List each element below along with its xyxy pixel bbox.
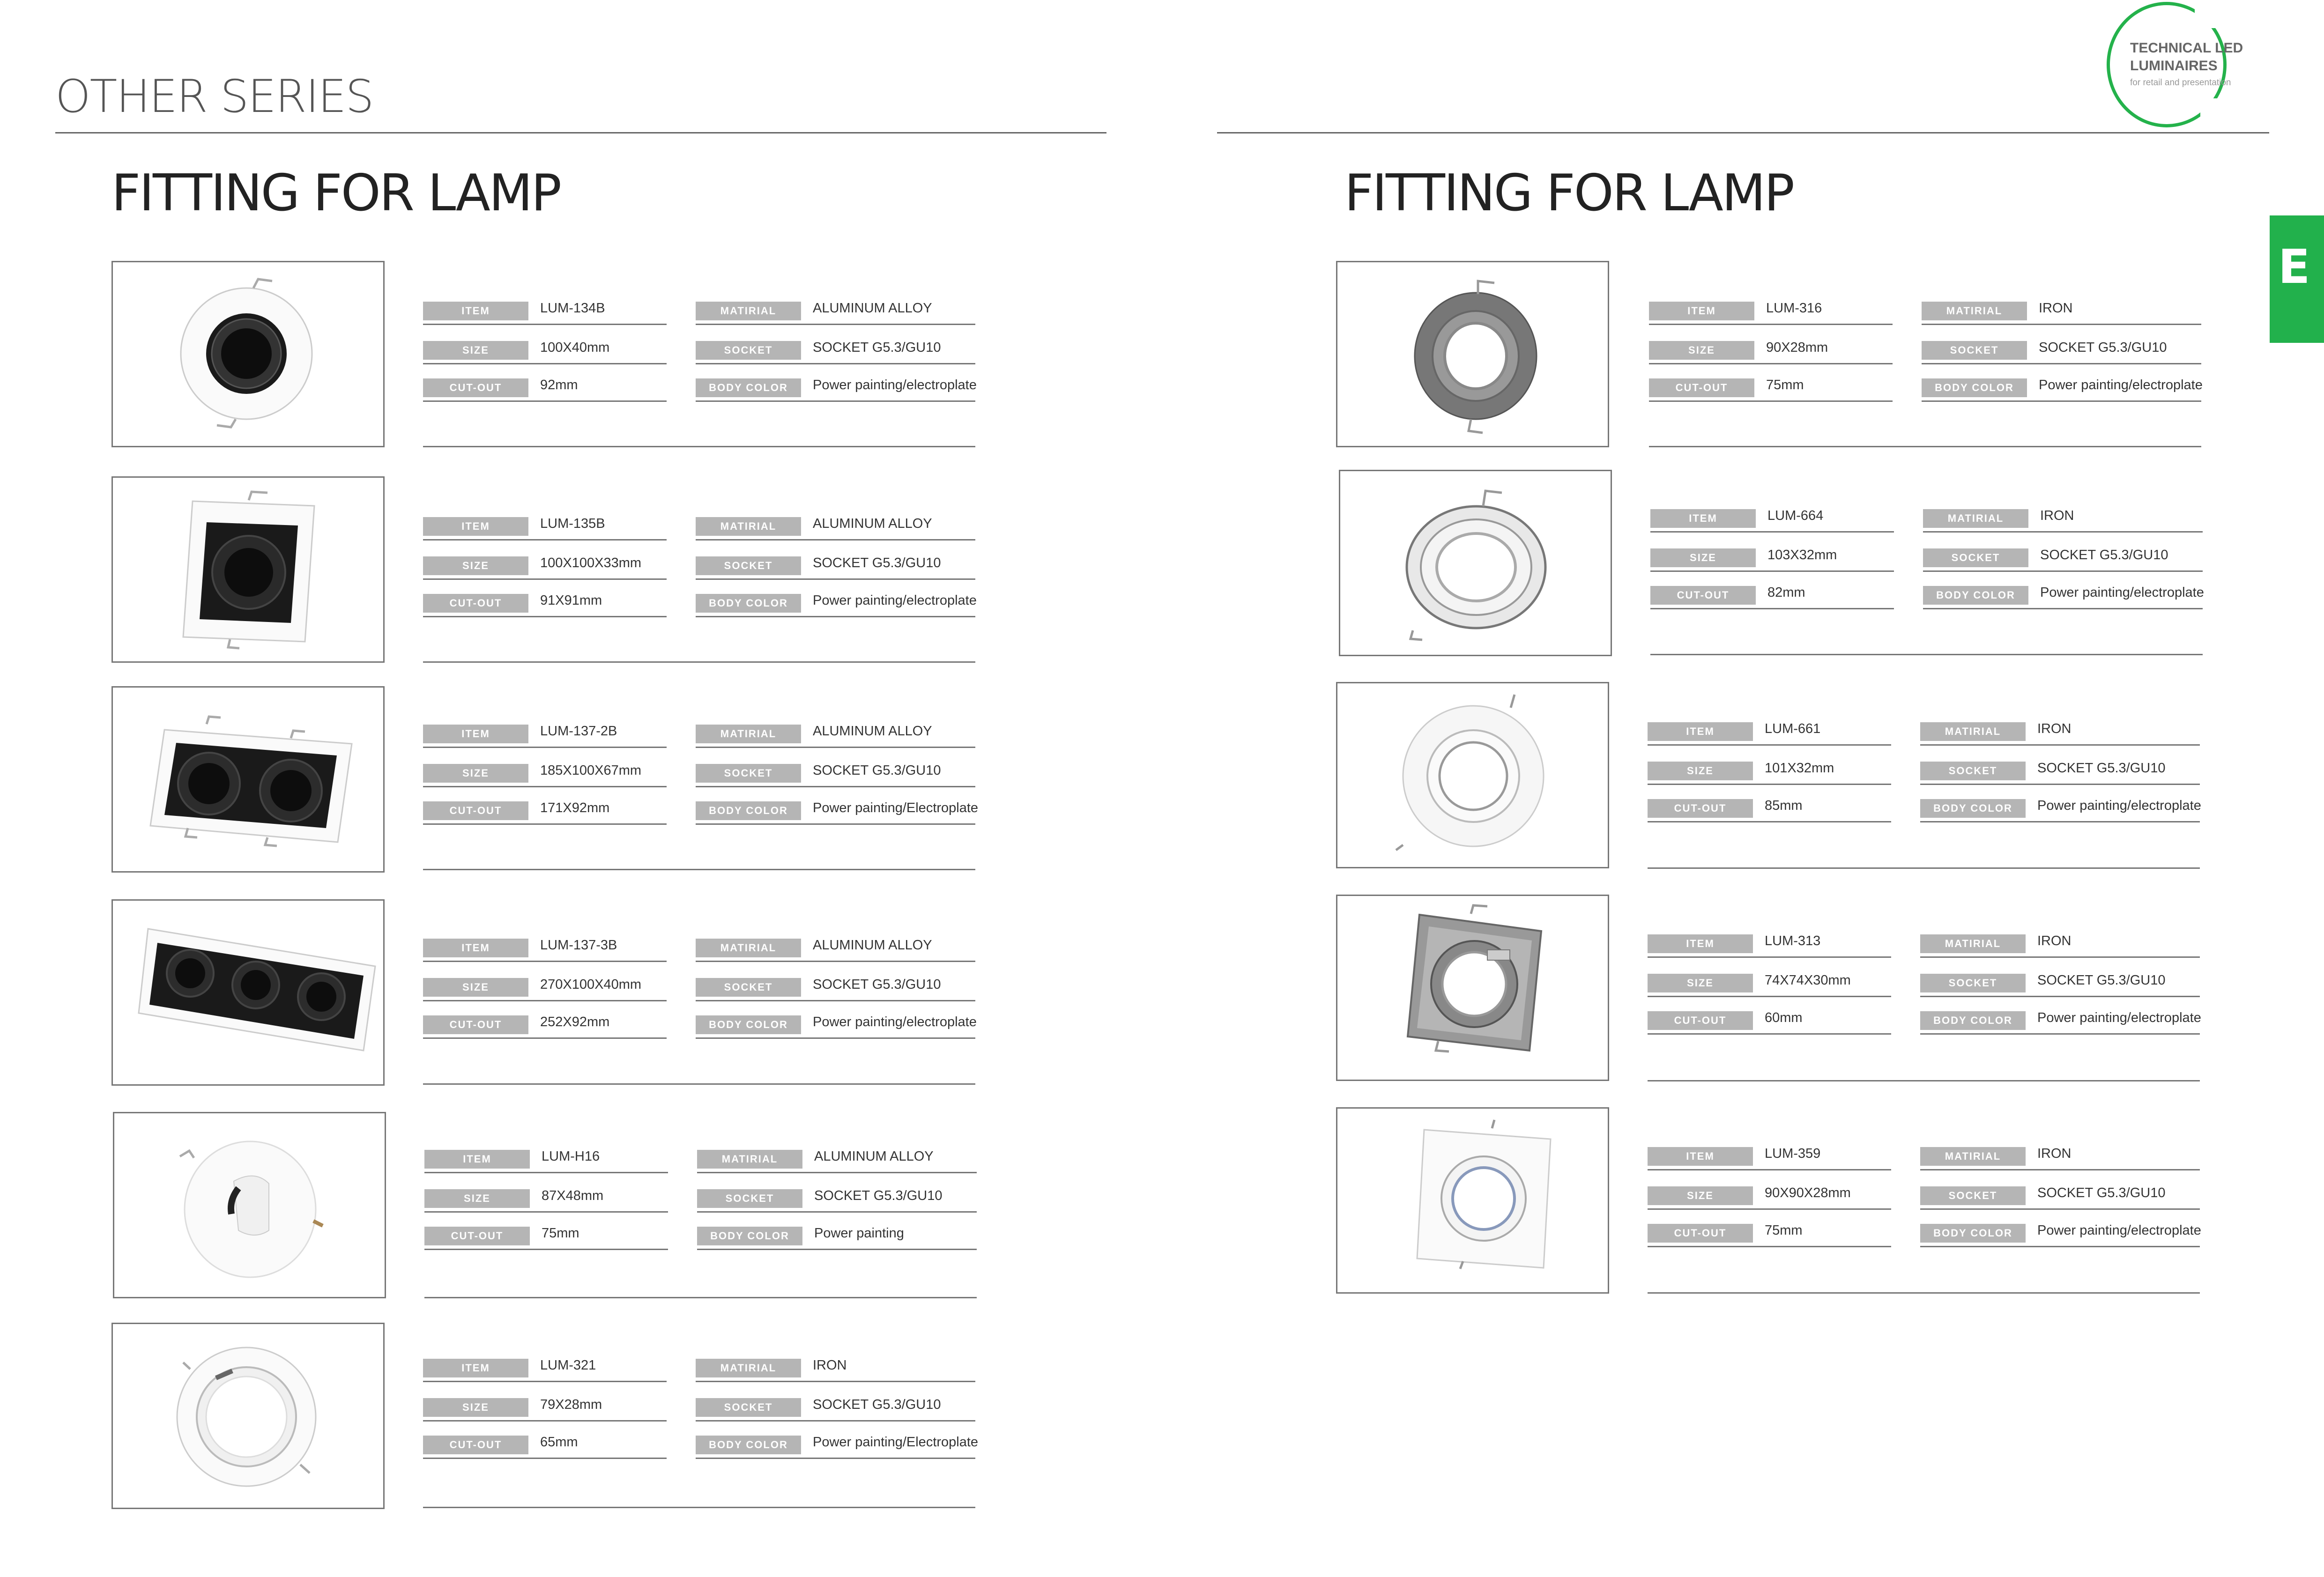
spec-value-socket: SOCKET G5.3/GU10 <box>813 763 941 778</box>
header-rule-right <box>1217 132 2269 133</box>
spec-row <box>1920 706 2200 746</box>
technical-led-badge <box>2107 0 2243 131</box>
square-fitting-white-icon <box>1337 1109 1608 1292</box>
series-title: OTHER SERIES <box>55 70 373 123</box>
round-fitting-chrome-icon <box>1340 471 1611 655</box>
spec-row <box>1923 493 2203 533</box>
spec-value-material: IRON <box>2037 721 2072 736</box>
header-rule-left <box>55 132 1106 133</box>
spec-row <box>423 1343 667 1382</box>
spec-row <box>696 540 975 580</box>
spec-value-body-color: Power painting/electroplate <box>2037 1010 2201 1025</box>
spec-label-item: ITEM <box>424 1150 530 1169</box>
spec-value-material: ALUMINUM ALLOY <box>813 938 932 953</box>
spec-value-socket: SOCKET G5.3/GU10 <box>814 1188 943 1203</box>
spec-value-socket: SOCKET G5.3/GU10 <box>813 1397 941 1412</box>
spec-value-socket: SOCKET G5.3/GU10 <box>2039 340 2167 355</box>
spec-row <box>1922 325 2201 364</box>
spec-value-item: LUM-137-3B <box>540 938 617 953</box>
spec-row <box>1650 533 1894 572</box>
spec-label-item: ITEM <box>1649 302 1754 320</box>
spec-value-material: IRON <box>2040 508 2074 523</box>
spec-label-cutout: CUT-OUT <box>1649 378 1754 397</box>
spec-label-size: SIZE <box>424 1189 530 1208</box>
spec-row <box>696 785 979 825</box>
spec-label-item: ITEM <box>1648 722 1753 741</box>
spec-row <box>697 1173 977 1213</box>
spec-row <box>696 748 975 787</box>
spec-value-material: ALUMINUM ALLOY <box>813 301 932 316</box>
spec-label-material: MATIRIAL <box>696 725 801 743</box>
spec-row <box>696 363 975 402</box>
spec-label-material: MATIRIAL <box>696 302 801 320</box>
product-photo-lum-134b <box>111 261 385 447</box>
spec-value-cutout: 171X92mm <box>540 800 610 815</box>
spec-label-size: SIZE <box>423 556 528 575</box>
spec-row <box>1920 995 2200 1035</box>
spec-value-cutout: 65mm <box>540 1435 578 1450</box>
spec-label-cutout: CUT-OUT <box>1650 586 1756 605</box>
spec-row <box>696 709 975 748</box>
triple-fitting-black-icon <box>113 901 383 1084</box>
spec-value-body-color: Power painting/electroplate <box>2037 798 2201 813</box>
spec-row <box>423 1420 667 1459</box>
spec-row <box>696 1343 975 1382</box>
square-fitting-satin-icon <box>1337 896 1608 1080</box>
round-fitting-white-icon <box>114 1113 385 1297</box>
spec-row <box>1922 286 2201 325</box>
spec-value-item: LUM-H16 <box>542 1149 600 1164</box>
spec-value-cutout: 60mm <box>1765 1010 1803 1025</box>
spec-value-item: LUM-313 <box>1765 933 1821 948</box>
spec-label-material: MATIRIAL <box>696 517 801 536</box>
spec-value-size: 185X100X67mm <box>540 763 642 778</box>
spec-value-body-color: Power painting/electroplate <box>2037 1223 2201 1238</box>
spec-value-cutout: 92mm <box>540 378 578 392</box>
left-section-title: FITTING FOR LAMP <box>111 164 561 222</box>
spec-value-cutout: 82mm <box>1767 585 1805 600</box>
spec-row <box>1649 286 1893 325</box>
spec-row <box>423 501 667 540</box>
spec-label-item: ITEM <box>423 939 528 957</box>
spec-row <box>696 1000 975 1039</box>
spec-row <box>696 286 975 325</box>
spec-label-body-color: BODY COLOR <box>1920 1224 2026 1243</box>
spec-label-material: MATIRIAL <box>1920 934 2026 953</box>
spec-label-material: MATIRIAL <box>1923 509 2028 528</box>
product-divider <box>1649 446 2201 447</box>
spec-row <box>1920 783 2200 822</box>
spec-row <box>423 540 667 580</box>
spec-value-material: ALUMINUM ALLOY <box>814 1149 934 1164</box>
spec-row <box>423 748 667 787</box>
spec-label-cutout: CUT-OUT <box>423 1015 528 1034</box>
product-photo-lum-661 <box>1336 682 1609 868</box>
spec-label-body-color: BODY COLOR <box>696 801 801 820</box>
spec-value-socket: SOCKET G5.3/GU10 <box>2037 1185 2166 1200</box>
spec-label-size: SIZE <box>423 764 528 783</box>
spec-value-item: LUM-359 <box>1765 1146 1821 1161</box>
spec-row <box>696 578 975 617</box>
spec-row <box>1648 783 1891 822</box>
spec-value-body-color: Power painting/electroplate <box>2040 585 2204 600</box>
spec-label-size: SIZE <box>1648 1186 1753 1205</box>
spec-value-item: LUM-316 <box>1766 301 1822 316</box>
product-divider <box>423 1507 975 1508</box>
spec-row <box>423 1000 667 1039</box>
spec-value-material: ALUMINUM ALLOY <box>813 724 932 739</box>
spec-row <box>1922 363 2201 402</box>
spec-value-socket: SOCKET G5.3/GU10 <box>813 555 941 570</box>
spec-label-size: SIZE <box>1649 341 1754 360</box>
spec-label-body-color: BODY COLOR <box>1920 1011 2026 1030</box>
double-fitting-black-icon <box>113 688 383 871</box>
spec-label-body-color: BODY COLOR <box>1923 586 2028 605</box>
product-divider <box>1648 1292 2200 1294</box>
square-fitting-black-icon <box>113 478 383 661</box>
spec-label-item: ITEM <box>1648 1147 1753 1166</box>
spec-row <box>423 962 667 1001</box>
spec-row <box>424 1211 668 1250</box>
spec-row <box>1648 1208 1891 1247</box>
product-photo-lum-321 <box>111 1323 385 1509</box>
spec-value-material: IRON <box>2037 1146 2072 1161</box>
spec-label-size: SIZE <box>423 1398 528 1417</box>
spec-value-cutout: 75mm <box>1765 1223 1803 1238</box>
round-fitting-white-iron-icon <box>1337 683 1608 867</box>
spec-row <box>424 1134 668 1173</box>
spec-row <box>423 785 667 825</box>
spec-label-cutout: CUT-OUT <box>1648 1011 1753 1030</box>
spec-value-body-color: Power painting/electroplate <box>2039 378 2203 392</box>
spec-value-body-color: Power painting/Electroplate <box>813 1435 979 1450</box>
spec-value-size: 90X28mm <box>1766 340 1828 355</box>
spec-value-item: LUM-321 <box>540 1358 596 1373</box>
spec-value-item: LUM-134B <box>540 301 605 316</box>
spec-label-material: MATIRIAL <box>1922 302 2027 320</box>
product-photo-lum-316 <box>1336 261 1609 447</box>
spec-row <box>696 501 975 540</box>
spec-value-body-color: Power painting/electroplate <box>813 593 977 608</box>
spec-label-body-color: BODY COLOR <box>697 1227 802 1245</box>
spec-row <box>1923 570 2203 609</box>
spec-label-size: SIZE <box>1648 974 1753 992</box>
spec-value-cutout: 85mm <box>1765 798 1803 813</box>
spec-row <box>423 578 667 617</box>
product-photo-lum-h16 <box>113 1112 386 1298</box>
spec-label-material: MATIRIAL <box>697 1150 802 1169</box>
product-divider <box>424 1297 977 1298</box>
product-photo-lum-313 <box>1336 895 1609 1081</box>
product-divider <box>423 661 975 663</box>
spec-label-body-color: BODY COLOR <box>696 1436 801 1454</box>
spec-row <box>423 709 667 748</box>
spec-label-socket: SOCKET <box>696 556 801 575</box>
spec-row <box>696 325 975 364</box>
product-divider <box>423 1083 975 1085</box>
spec-row <box>1923 533 2203 572</box>
round-fitting-black-icon <box>113 262 383 446</box>
spec-row <box>1648 1131 1891 1170</box>
product-photo-lum-359 <box>1336 1107 1609 1294</box>
spec-value-item: LUM-664 <box>1767 508 1824 523</box>
section-tab-letter: E <box>2278 239 2310 294</box>
spec-value-body-color: Power painting/electroplate <box>813 378 977 392</box>
product-photo-lum-137-2b <box>111 686 385 873</box>
spec-value-socket: SOCKET G5.3/GU10 <box>2040 548 2168 563</box>
spec-row <box>423 923 667 962</box>
spec-row <box>696 1382 975 1422</box>
spec-row <box>696 962 975 1001</box>
spec-label-socket: SOCKET <box>696 978 801 997</box>
spec-row <box>1650 493 1894 533</box>
spec-label-cutout: CUT-OUT <box>1648 1224 1753 1243</box>
product-divider <box>1648 867 2200 869</box>
spec-row <box>1649 325 1893 364</box>
spec-row <box>423 286 667 325</box>
spec-row <box>1648 746 1891 785</box>
badge-line1: TECHNICAL LED <box>2130 40 2243 56</box>
spec-row <box>423 1382 667 1422</box>
product-divider <box>1648 1080 2200 1081</box>
spec-value-cutout: 75mm <box>542 1226 579 1241</box>
spec-label-body-color: BODY COLOR <box>696 1015 801 1034</box>
spec-label-socket: SOCKET <box>696 341 801 360</box>
spec-label-socket: SOCKET <box>1920 974 2026 992</box>
spec-value-size: 100X100X33mm <box>540 555 642 570</box>
spec-row <box>423 363 667 402</box>
spec-value-body-color: Power painting <box>814 1226 904 1241</box>
section-tab-e[interactable] <box>2270 215 2324 343</box>
spec-value-size: 101X32mm <box>1765 761 1834 776</box>
product-divider <box>1650 654 2203 655</box>
spec-label-size: SIZE <box>1648 762 1753 780</box>
product-photo-lum-135b <box>111 476 385 663</box>
spec-value-body-color: Power painting/Electroplate <box>813 800 979 815</box>
spec-value-cutout: 91X91mm <box>540 593 602 608</box>
spec-label-socket: SOCKET <box>1923 548 2028 567</box>
spec-value-socket: SOCKET G5.3/GU10 <box>813 977 941 992</box>
spec-value-socket: SOCKET G5.3/GU10 <box>2037 761 2166 776</box>
spec-label-socket: SOCKET <box>696 1398 801 1417</box>
spec-row <box>1648 706 1891 746</box>
spec-value-cutout: 252X92mm <box>540 1014 610 1029</box>
spec-row <box>1648 918 1891 958</box>
spec-label-item: ITEM <box>1648 934 1753 953</box>
spec-value-size: 79X28mm <box>540 1397 602 1412</box>
spec-value-socket: SOCKET G5.3/GU10 <box>2037 973 2166 988</box>
spec-label-item: ITEM <box>423 302 528 320</box>
spec-value-material: IRON <box>2037 933 2072 948</box>
spec-value-material: IRON <box>813 1358 847 1373</box>
spec-value-material: IRON <box>2039 301 2073 316</box>
spec-value-size: 90X90X28mm <box>1765 1185 1851 1200</box>
spec-label-cutout: CUT-OUT <box>424 1227 530 1245</box>
spec-row <box>1920 958 2200 997</box>
spec-value-socket: SOCKET G5.3/GU10 <box>813 340 941 355</box>
badge-line2: LUMINAIRES <box>2130 58 2218 74</box>
spec-label-cutout: CUT-OUT <box>423 594 528 613</box>
spec-row <box>1920 1208 2200 1247</box>
spec-value-item: LUM-135B <box>540 516 605 531</box>
spec-value-size: 103X32mm <box>1767 548 1837 563</box>
spec-value-size: 74X74X30mm <box>1765 973 1851 988</box>
spec-label-cutout: CUT-OUT <box>423 378 528 397</box>
spec-label-body-color: BODY COLOR <box>696 594 801 613</box>
spec-label-item: ITEM <box>1650 509 1756 528</box>
spec-value-size: 270X100X40mm <box>540 977 642 992</box>
spec-value-body-color: Power painting/electroplate <box>813 1014 977 1029</box>
spec-label-body-color: BODY COLOR <box>1920 799 2026 818</box>
spec-label-size: SIZE <box>1650 548 1756 567</box>
spec-label-item: ITEM <box>423 517 528 536</box>
spec-label-cutout: CUT-OUT <box>1648 799 1753 818</box>
spec-label-size: SIZE <box>423 978 528 997</box>
spec-label-body-color: BODY COLOR <box>696 378 801 397</box>
spec-row <box>1648 1170 1891 1210</box>
spec-label-material: MATIRIAL <box>696 1359 801 1377</box>
spec-row <box>1648 958 1891 997</box>
product-photo-lum-664 <box>1339 470 1612 656</box>
spec-row <box>1650 570 1894 609</box>
spec-label-item: ITEM <box>423 725 528 743</box>
spec-label-material: MATIRIAL <box>1920 722 2026 741</box>
spec-label-socket: SOCKET <box>1922 341 2027 360</box>
spec-value-size: 87X48mm <box>542 1188 604 1203</box>
spec-row <box>424 1173 668 1213</box>
spec-label-body-color: BODY COLOR <box>1922 378 2027 397</box>
product-divider <box>423 446 975 447</box>
spec-label-material: MATIRIAL <box>1920 1147 2026 1166</box>
spec-label-item: ITEM <box>423 1359 528 1377</box>
spec-label-socket: SOCKET <box>696 764 801 783</box>
spec-row <box>1920 1131 2200 1170</box>
spec-row <box>1920 1170 2200 1210</box>
spec-label-cutout: CUT-OUT <box>423 1436 528 1454</box>
spec-label-size: SIZE <box>423 341 528 360</box>
spec-label-socket: SOCKET <box>1920 1186 2026 1205</box>
spec-row <box>1649 363 1893 402</box>
spec-row <box>696 923 975 962</box>
spec-value-cutout: 75mm <box>1766 378 1804 392</box>
round-fitting-satin-nickel-icon <box>1337 262 1608 446</box>
spec-value-size: 100X40mm <box>540 340 610 355</box>
spec-row <box>696 1420 979 1459</box>
spec-row <box>697 1134 977 1173</box>
spec-label-cutout: CUT-OUT <box>423 801 528 820</box>
spec-label-socket: SOCKET <box>1920 762 2026 780</box>
round-fitting-iron-white-icon <box>113 1324 383 1508</box>
spec-row <box>1648 995 1891 1035</box>
product-divider <box>423 869 975 870</box>
spec-row <box>1920 746 2200 785</box>
spec-row <box>697 1211 977 1250</box>
spec-value-item: LUM-661 <box>1765 721 1821 736</box>
spec-value-material: ALUMINUM ALLOY <box>813 516 932 531</box>
spec-row <box>423 325 667 364</box>
badge-line3: for retail and presentation <box>2130 78 2231 88</box>
spec-label-socket: SOCKET <box>697 1189 802 1208</box>
spec-value-item: LUM-137-2B <box>540 724 617 739</box>
product-photo-lum-137-3b <box>111 899 385 1086</box>
right-section-title: FITTING FOR LAMP <box>1344 164 1794 222</box>
spec-label-material: MATIRIAL <box>696 939 801 957</box>
spec-row <box>1920 918 2200 958</box>
